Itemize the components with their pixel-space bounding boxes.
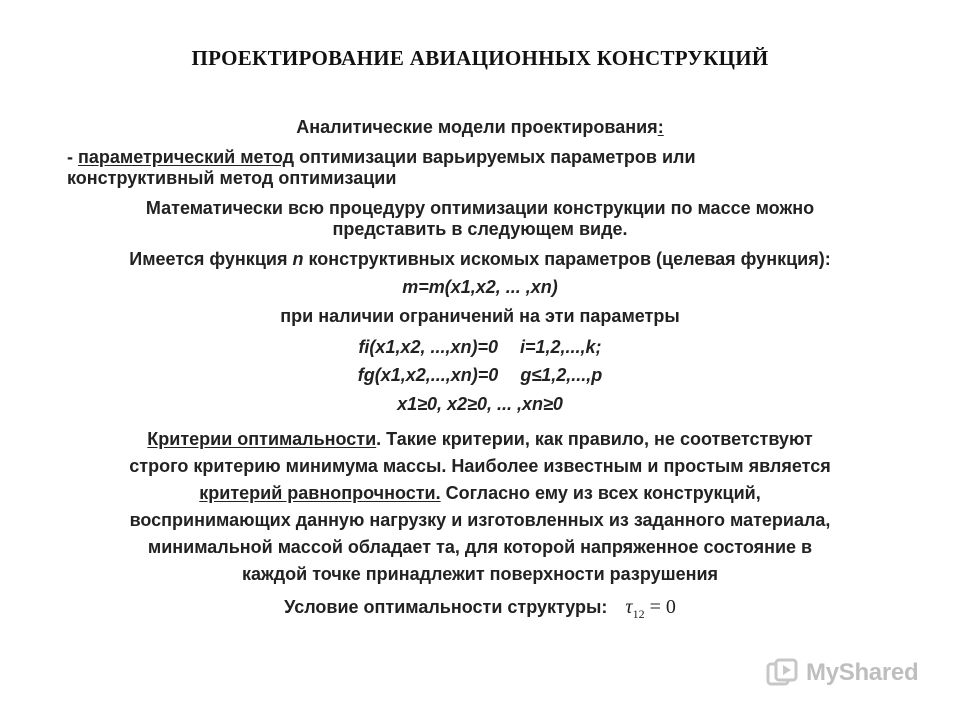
subtitle [60,116,900,138]
criteria-line-4: воспринимающих данную нагрузку и изготовленных из заданного материала, [129,510,831,530]
func-before: Имеется функция [129,249,293,269]
constraint-2-index: g≤1,2,...,p [520,365,603,385]
func-line [60,248,900,270]
param-dash: - [67,147,78,167]
constraint-3: x1≥0, x2≥0, ... ,xn≥0 [397,394,563,414]
constraints-intro: при наличии ограничений на эти параметры [280,306,680,326]
optimality-condition [60,596,900,625]
criteria-line-3-rest: Согласно ему из всех конструкций, [440,483,761,503]
param-method-underlined: параметрический метод [78,147,295,167]
tau-symbol [625,596,645,621]
constraint-1 [60,336,900,358]
param-line-1 [67,146,907,168]
math-line-1: Математически всю процедуру оптимизации конструкции по массе можно [145,198,815,218]
criteria-line-3 [60,482,900,504]
slides-icon [766,658,800,688]
optimality-label: Условие оптимальности структуры: [284,597,608,617]
constraint-1-expr: fi(x1,x2, ...,xn)=0 [358,337,498,357]
tau-equals-zero: = 0 [644,596,676,618]
criteria-line-6: каждой точке принадлежит поверхности разрушения [241,564,719,584]
param-line-2: конструктивный метод оптимизации [67,168,397,188]
criteria-line-2: строго критерию минимума массы. Наиболее известным и простым является [129,456,831,476]
tau-letter: τ [625,596,633,618]
math-line-2: представить в следующем виде. [332,219,628,239]
watermark-text: MyShared [806,659,919,686]
criteria-heading: Критерии оптимальности [147,429,377,449]
constraint-1-index: i=1,2,...,k; [520,337,602,357]
func-after: конструктивных искомых параметров (целевая функция): [303,249,831,269]
subtitle-text: Аналитические модели проектирования [296,117,658,137]
slide-title: ПРОЕКТИРОВАНИЕ АВИАЦИОННЫХ КОНСТРУКЦИЙ [191,46,769,70]
param-rest: оптимизации варьируемых параметров или [294,147,696,167]
constraint-2 [60,364,900,386]
formula-m: m=m(x1,x2, ... ,xn) [402,277,558,297]
func-n: n [292,249,304,269]
subtitle-colon: : [657,117,664,137]
constraint-2-expr: fg(x1,x2,...,xn)=0 [357,365,499,385]
criteria-equal-strength: критерий равнопрочности. [199,483,441,503]
tau-subscript: 12 [632,607,645,621]
criteria-line-1-rest: . Такие критерии, как правило, не соответствуют [376,429,813,449]
criteria-line-5: минимальной массой обладает та, для которой напряженное состояние в [147,537,813,557]
watermark [766,657,918,689]
criteria-line-1 [60,428,900,450]
